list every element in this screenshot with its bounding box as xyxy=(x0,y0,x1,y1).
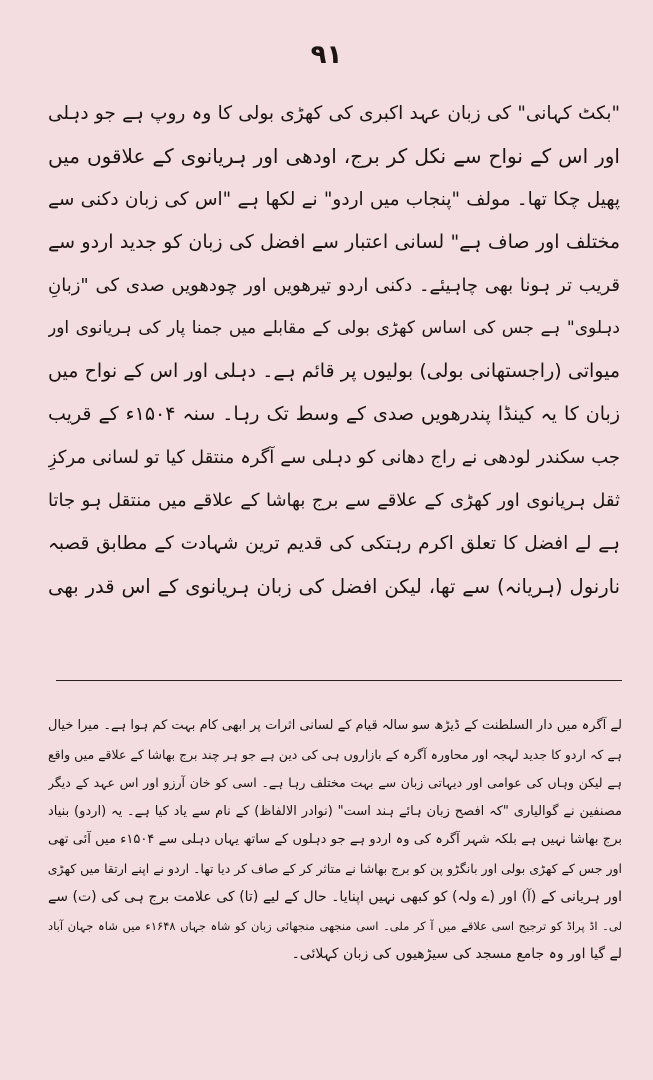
text-line: زبان کا یہ کینڈا پندرھویں صدی کے وسط تک رہا۔ سنہ ۱۵۰۴ء کے قریب xyxy=(48,403,620,425)
text-line: ثقل ہریانوی اور کھڑی کے علاقے سے برج بھاشا کے علاقے میں منتقل ہو جاتا xyxy=(48,490,620,511)
text-line: ہے لے افضل کا تعلق اکرم رہتکی کی قدیم ترین شہادت کے مطابق قصبہ xyxy=(48,533,620,554)
text-line: قریب تر ہونا بھی چاہیئے۔ دکنی اردو تیرھویں اور چودھویں صدی کی "زبانِ xyxy=(48,275,620,296)
text-line: اور اس کے نواح سے نکل کر برج، اودھی اور ہریانوی کے علاقوں میں xyxy=(48,144,620,168)
page-number: ۹۱ xyxy=(310,40,343,70)
footnote-line: مصنفین نے گوالیاری "کہ افصح زبان ہائے ہند است" (نوادر الالفاظ) کے نام سے یاد کیا ہے۔ یہ (اردو) بنیاد xyxy=(48,803,622,819)
text-line: دہلوی" ہے جس کی اساس کھڑی بولی کے مقابلے میں جمنا پار کی ہریانوی اور xyxy=(48,318,620,338)
footnote-line: اور ہریانی کے (آ) اور (ے ولہ) کو کبھی نہیں اپنایا۔ حال کے لیے (تا) کی علامت برج ہی کی (ت) سے xyxy=(48,889,622,905)
footnote-line: ہے لیکن وہاں کی عوامی اور دیہاتی زبان سے بہت مختلف رہا ہے۔ اسی کو خان آرزو اور اس عہد کے دیگر xyxy=(48,775,622,790)
text-line: میواتی (راجستھانی بولی) بولیوں پر قائم ہے۔ دہلی اور اس کے نواح میں xyxy=(48,360,620,382)
text-line: مختلف اور صاف ہے" لسانی اعتبار سے افضل کی زبان کو جدید اردو سے xyxy=(48,231,620,253)
footnote-line: برج بھاشا نہیں ہے بلکہ شہر آگرہ کی وہ اردو ہے جو دہلوں کے ساتھ یہاں دہلی سے ۱۵۰۴ء میں آئی تھی xyxy=(48,832,622,847)
footnote-line: لی۔ اڈ پراڈ کو ترجیح اسی علاقے میں آ کر ملی۔ اسی منجھی منجھائی زبان کو شاہ جہاں ۱۶۴۸ء میں شاہ جہان آباد xyxy=(48,918,622,933)
footnote-line: لے گیا اور وہ جامع مسجد کی سیڑھیوں کی زبان کہلائی۔ xyxy=(291,946,622,962)
footnote-line: ہے کہ اردو کا جدید لہجہ اور محاورہ آگرہ کے بازاروں ہی کی دین ہے جو ہر چند برج بھاشا کے علاقے میں واقع xyxy=(48,746,622,762)
text-line: "بکٹ کہانی" کی زبان عہد اکبری کی کھڑی بولی کا وہ روپ ہے جو دہلی xyxy=(48,103,620,124)
main-text xyxy=(48,92,620,608)
text-line: پھیل چکا تھا۔ مولف "پنجاب میں اردو" نے لکھا ہے "اس کی زبان دکنی سے xyxy=(48,189,620,210)
footnote-divider xyxy=(56,680,622,681)
text-line: نارنول (ہریانہ) سے تھا، لیکن افضل کی زبان ہریانوی کے اس قدر بھی xyxy=(48,575,620,598)
footnote-line: لے آگرہ میں دار السلطنت کے ڈیڑھ سو سالہ قیام کے لسانی اثرات پر ابھی کام بہت کم ہوا ہے۔ میرا خیال xyxy=(48,718,622,733)
footnotes xyxy=(48,712,622,969)
footnote-line: اور جس کے کھڑی بولی اور بانگڑو پن کو برج بھاشا نے متاثر کر کے صاف کر دیا تھا۔ اردو نے اپنے ارتقا میں کھڑی xyxy=(48,860,622,876)
text-line: جب سکندر لودھی نے راج دھانی کو دہلی سے آگرہ منتقل کیا تو لسانی مرکزِ xyxy=(48,447,620,468)
